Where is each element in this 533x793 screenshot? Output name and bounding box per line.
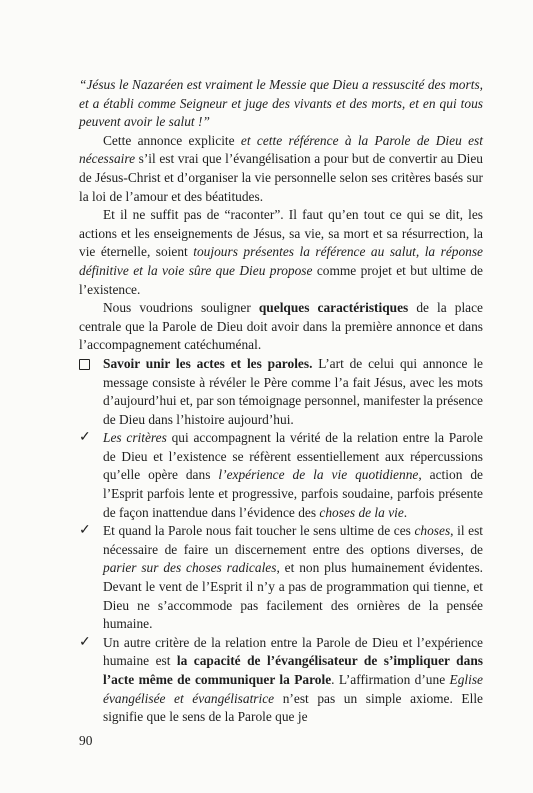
text-run: Cette annonce explicite bbox=[103, 132, 241, 148]
paragraph-annonce bbox=[79, 132, 483, 206]
bold-text: Savoir unir les actes et les paroles. bbox=[103, 355, 313, 371]
page-number: 90 bbox=[79, 733, 93, 748]
italic-text: choses bbox=[414, 523, 451, 539]
text-run: n’est pas un simple axiome. Elle signifie que le sens de la Parole que je bbox=[103, 690, 483, 725]
text-run: Nous voudrions souligner bbox=[103, 300, 259, 316]
italic-text: Eglise évangélisée et évangélisatrice bbox=[103, 672, 484, 706]
checkbox-icon bbox=[79, 355, 97, 377]
text-run: , il est nécessaire de faire un discernement entre des options diverses, de bbox=[103, 523, 484, 557]
text-run: , action de l’Esprit parfois lente et progressive, parfois soudaine, parfois présente de façon inattendue dans l’évidence des bbox=[103, 467, 483, 520]
paragraph-raconter bbox=[79, 206, 483, 299]
checkmark-icon: ✓ bbox=[79, 430, 91, 446]
text-run: . bbox=[403, 504, 408, 520]
italic-text: et cette référence à la Parole de Dieu est nécessaire bbox=[79, 132, 483, 167]
text-run: , et non plus humainement évidentes. Devant le vent de l’Esprit il n’y a pas de programmation qui tienne, et Dieu ne s’accommode pas facilement des ornières de la pensée humaine. bbox=[103, 560, 483, 632]
text-run: . L’affirmation d’une bbox=[331, 672, 450, 687]
italic-text: “Jésus le Nazaréen est vraiment le Messie que Dieu a ressuscité des morts, et a établi comme Seigneur et juge des vivants et des morts, et en qui tous peuvent avoir le salut !” bbox=[79, 77, 483, 130]
text-run: qui accompagnent la vérité de la relation entre la Parole de Dieu et l’existence se réfèrent essentiellement aux répercussions qu’elle opère dans bbox=[103, 430, 483, 483]
checkmark-icon: ✓ bbox=[79, 523, 91, 539]
text-run: de la place centrale que la Parole de Dieu doit avoir dans la première annonce et dans l’accompagnement catéchuménal. bbox=[79, 300, 483, 353]
list-item-text bbox=[103, 522, 483, 634]
text-run: Un autre critère de la relation entre la Parole de Dieu et l’expérience humaine est bbox=[103, 634, 483, 669]
italic-text: choses de la vie bbox=[319, 504, 404, 520]
list-item-text bbox=[103, 355, 483, 429]
text-run: L’art de celui qui annonce le message consiste à révéler le Père comme l’a fait Jésus, avec les mots d’aujourd’hui et, par son témoignage personnel, manifester la présence de Dieu dans l’histoire aujourd’hui. bbox=[103, 355, 484, 427]
text-run: comme projet et but ultime de l’existence. bbox=[79, 262, 483, 297]
italic-text: parier sur des choses radicales bbox=[103, 560, 277, 576]
paragraph-caracteristiques bbox=[79, 299, 483, 355]
list-item-savoir-unir bbox=[79, 355, 483, 429]
quote-paragraph bbox=[79, 76, 483, 132]
list-item-text bbox=[103, 429, 483, 522]
checkmark-icon: ✓ bbox=[79, 634, 91, 650]
text-run: Et il ne suffit pas de “raconter”. Il faut qu’en tout ce qui se dit, les actions et les enseignements de Jésus, sa vie, sa mort et sa résurrection, la vie éternelle, soient bbox=[79, 207, 483, 260]
bold-text: quelques caractéristiques bbox=[258, 300, 409, 316]
list-item-autre-critere bbox=[79, 634, 483, 727]
italic-text: Les critères bbox=[103, 430, 167, 446]
bold-text: la capacité de l’évangélisateur de s’impliquer dans l’acte même de communiquer la Parole bbox=[103, 653, 483, 687]
italic-text: l’expérience de la vie quotidienne bbox=[218, 467, 419, 483]
italic-text: toujours présentes la référence au salut, la réponse définitive et la voie sûre que Dieu propose bbox=[79, 244, 483, 278]
page-body bbox=[79, 76, 483, 727]
text-run: Et quand la Parole nous fait toucher le sens ultime de ces bbox=[103, 523, 415, 539]
list-item-sens-ultime bbox=[79, 522, 483, 634]
text-run: s’il est vrai que l’évangélisation a pour but de convertir au Dieu de Jésus-Christ et d’organiser la vie personnelle selon ses critères basés sur la loi de l’amour et des béatitudes. bbox=[79, 151, 483, 204]
list-item-criteres bbox=[79, 429, 483, 522]
list-item-text bbox=[103, 634, 483, 727]
